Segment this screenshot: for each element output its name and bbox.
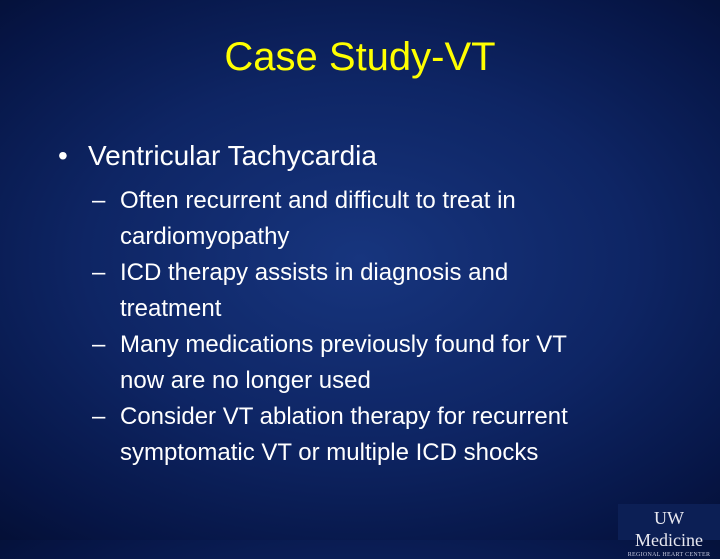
- sub-bullet-line: now are no longer used: [120, 367, 371, 394]
- main-bullet: [58, 139, 377, 173]
- sub-bullet-line: Consider VT ablation therapy for recurrent: [120, 403, 568, 430]
- logo-name: UW Medicine: [635, 508, 703, 550]
- sub-bullet-line: Often recurrent and difficult to treat in: [120, 187, 516, 214]
- bullet-marker: •: [58, 140, 68, 171]
- uw-medicine-logo: [618, 504, 720, 558]
- sub-bullet-line: ICD therapy assists in diagnosis and: [120, 259, 509, 286]
- sub-bullet: [92, 255, 682, 327]
- dash-marker: –: [92, 187, 106, 214]
- sub-bullet: [92, 183, 682, 255]
- sub-bullet-line: Many medications previously found for VT: [120, 331, 567, 358]
- slide-title: Case Study-VT: [224, 35, 496, 79]
- sub-bullet-line: symptomatic VT or multiple ICD shocks: [120, 439, 539, 466]
- sub-bullet: [92, 399, 682, 471]
- dash-marker: –: [92, 331, 106, 358]
- dash-marker: –: [92, 259, 106, 286]
- sub-bullet-line: treatment: [120, 295, 222, 322]
- sub-bullet: [92, 327, 682, 399]
- sub-bullet-list: [92, 183, 682, 471]
- dash-marker: –: [92, 403, 106, 430]
- main-bullet-text: Ventricular Tachycardia: [88, 140, 377, 171]
- logo-subtitle: REGIONAL HEART CENTER: [627, 552, 711, 558]
- sub-bullet-line: cardiomyopathy: [120, 223, 290, 250]
